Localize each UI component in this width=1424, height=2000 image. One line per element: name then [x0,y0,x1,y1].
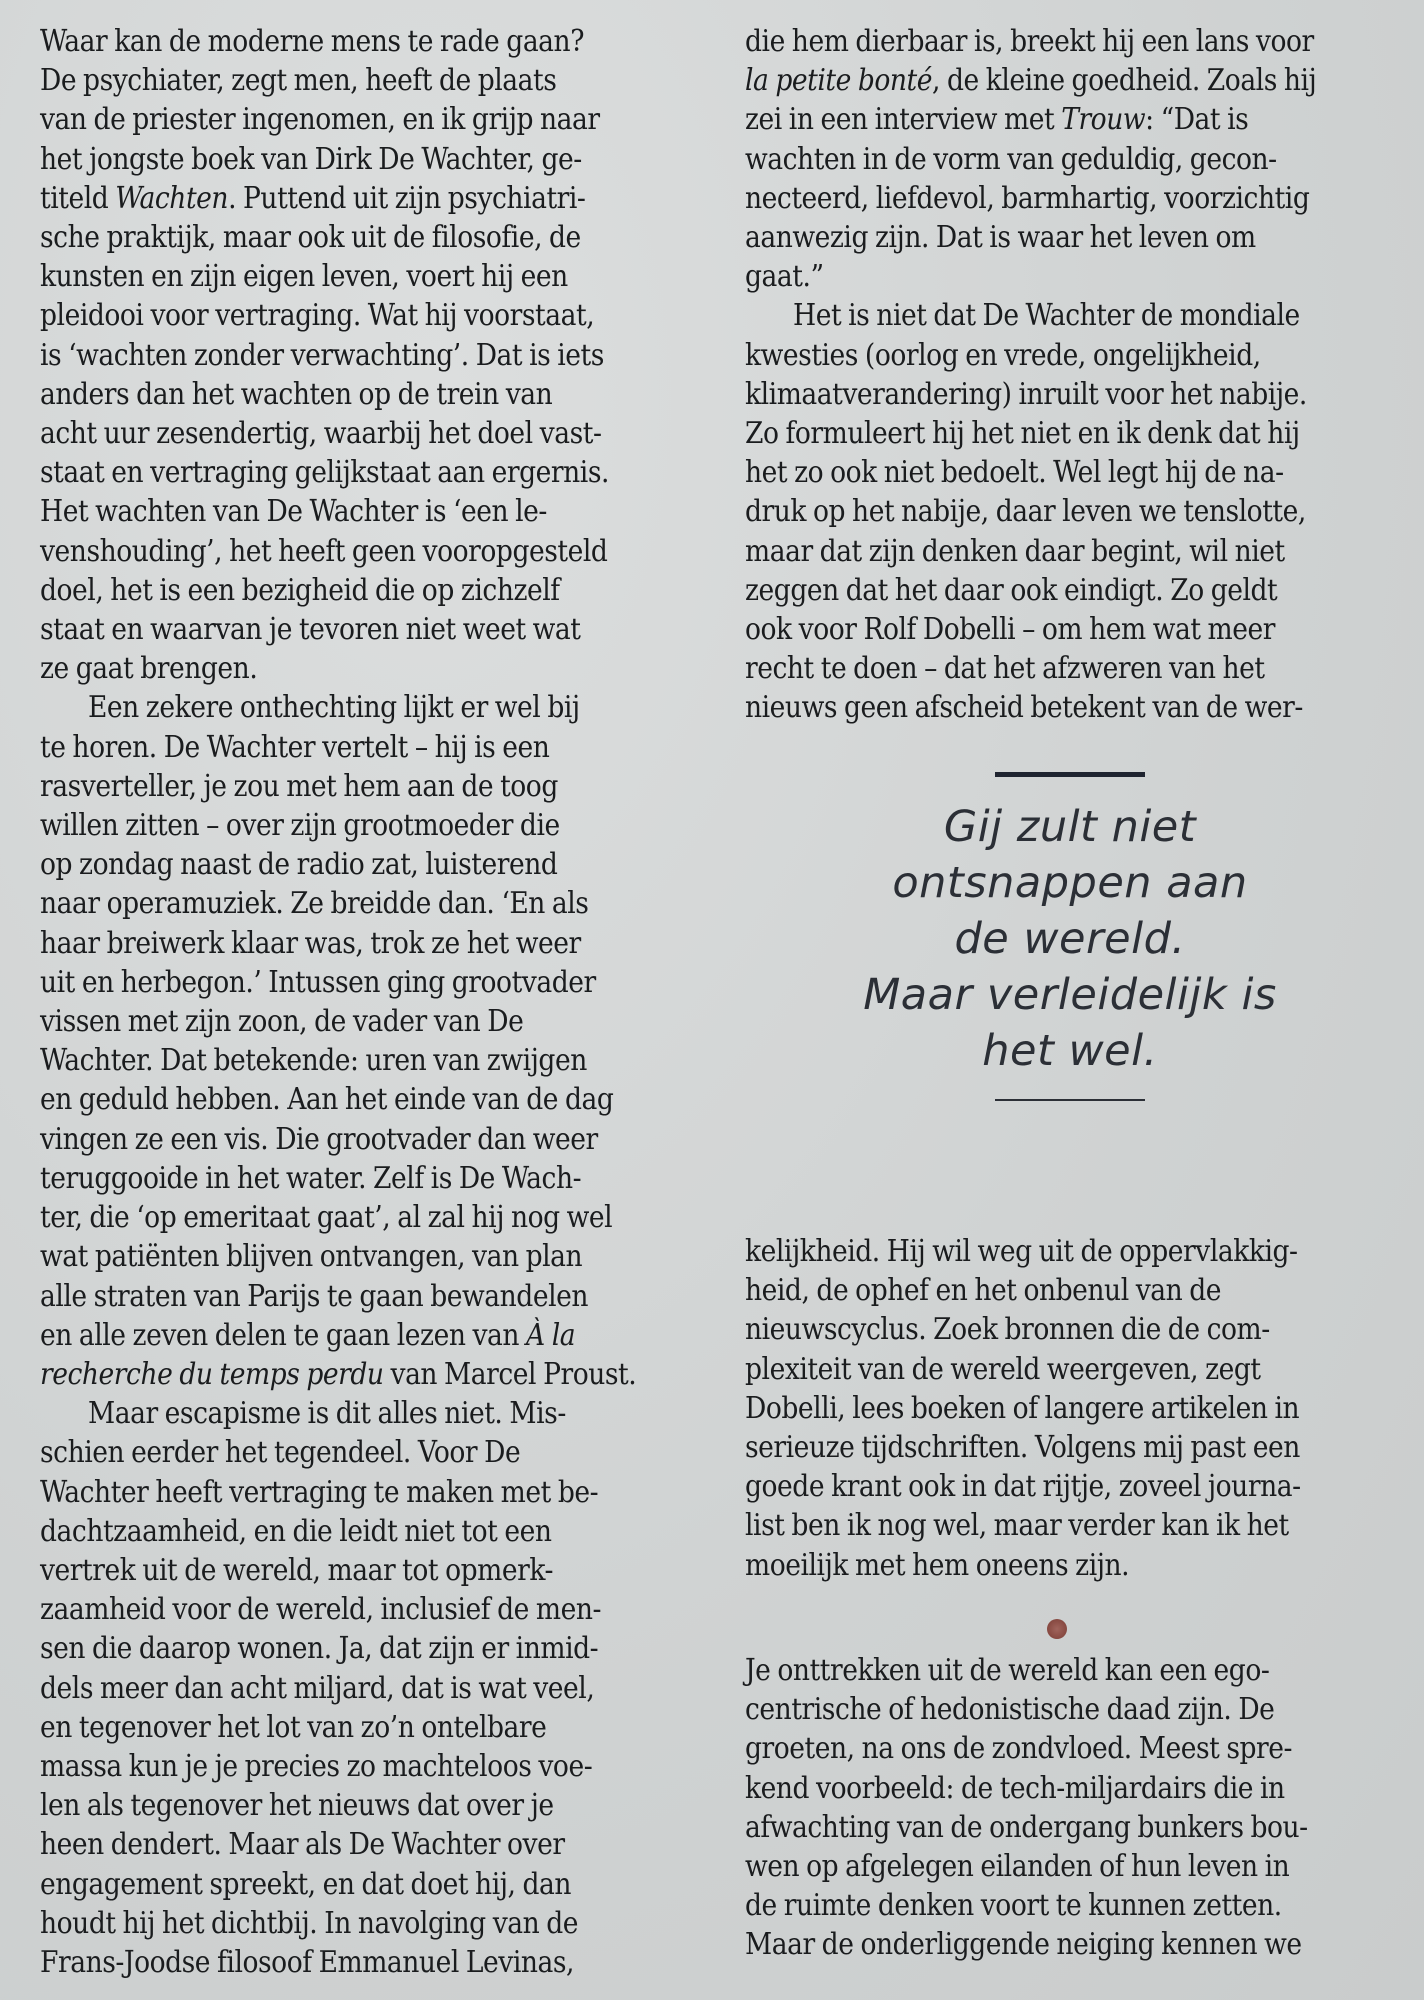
text-line: kend voorbeeld: de tech-miljardairs die in [745,1770,1285,1805]
text-line: wat patiënten blijven ontvangen, van plan [40,1239,583,1274]
text-line: acht uur zesendertig, waarbij het doel vast- [40,416,602,451]
pull-quote-line: Maar verleidelijk is [863,970,1277,1020]
text-line: sen die daarop wonen. Ja, dat zijn er inmid- [40,1631,599,1666]
text-run: en alle zeven delen te gaan lezen van [40,1317,526,1352]
text-line: en tegenover het lot van zo’n ontelbare [40,1709,547,1744]
text-line: zaamheid voor de wereld, inclusief de men- [40,1592,601,1627]
text-line: Dobelli, lees boeken of langere artikelen in [745,1390,1300,1425]
text-line: groeten, na ons de zondvloed. Meest spre- [745,1731,1293,1766]
text-line: is ‘wachten zonder verwachting’. Dat is iets [40,337,604,372]
text-line: zeggen dat het daar ook eindigt. Zo geldt [745,572,1278,607]
pull-quote-line: het wel. [982,1026,1158,1076]
text-line: recht te doen – dat het afzweren van het [745,651,1265,686]
text-line: heen dendert. Maar als De Wachter over [40,1827,565,1862]
italic-title: À la [526,1317,576,1352]
text-line [40,179,705,218]
text-line: uit en herbegon.’ Intussen ging grootvader [40,964,596,999]
text-line [40,1355,705,1394]
text-line: ook voor Rolf Dobelli – om hem wat meer [745,612,1275,647]
text-line: vertrek uit de wereld, maar tot opmerk- [40,1552,553,1587]
text-line: gaat.” [745,259,824,294]
text-line: dels meer dan acht miljard, dat is wat veel, [40,1670,595,1705]
text-line: kelijkheid. Hij wil weg uit de oppervlakkig- [745,1234,1298,1268]
pull-quote-text [850,799,1290,1079]
text-line: Je onttrekken uit de wereld kan een ego- [745,1653,1270,1687]
text-line: maar dat zijn denken daar begint, wil niet [745,533,1285,568]
text-line: staat en vertraging gelijkstaat aan ergernis. [40,455,609,490]
text-line: anders dan het wachten op de trein van [40,376,553,411]
text-line: vissen met zijn zoon, de vader van De [40,1004,524,1039]
text-line: Het is niet dat De Wachter de mondiale [793,298,1300,333]
text-run: , de kleine goedheid. Zoals hij [932,63,1317,98]
text-line: plexiteit van de wereld weergeven, zegt [745,1351,1261,1386]
text-run: . Puttend uit zijn psychiatri- [228,180,586,215]
text-line: Wachter. Dat betekende: uren van zwijgen [40,1043,587,1078]
italic-title: Wachten [115,180,229,215]
text-line: nieuws geen afscheid betekent van de wer- [745,690,1303,725]
text-line: klimaatverandering) inruilt voor het nabije. [745,376,1307,411]
text-line: die hem dierbaar is, breekt hij een lans voor [745,24,1314,58]
text-line: serieuze tijdschriften. Volgens mij past een [745,1430,1300,1465]
text-line: de ruimte denken voort te kunnen zetten. [745,1888,1282,1923]
pull-quote-rule-bottom [995,1099,1145,1101]
italic-title: Trouw [1061,102,1146,137]
text-line: en geduld hebben. Aan het einde van de dag [40,1082,614,1117]
text-line: Maar escapisme is dit alles niet. Mis- [88,1396,566,1431]
text-line [40,1316,705,1355]
text-line: engagement spreekt, en dat doet hij, dan [40,1866,572,1901]
text-line: moeilijk met hem oneens zijn. [745,1547,1130,1582]
text-line: De psychiater, zegt men, heeft de plaats [40,63,557,98]
text-line: nieuwscyclus. Zoek bronnen die de com- [745,1312,1270,1347]
text-line: Waar kan de moderne mens te rade gaan? [40,24,584,58]
text-line: Wachter heeft vertraging te maken met be- [40,1474,599,1509]
text-line: doel, het is een bezigheid die op zichzelf [40,572,560,607]
italic-title: la petite bonté [745,63,933,98]
article-column-right-bottom [745,1651,1405,1965]
text-line: het jongste boek van Dirk De Wachter, ge- [40,141,582,176]
text-run: : “Dat is [1145,102,1249,137]
text-line: wen op afgelegen eilanden of hun leven in [745,1849,1290,1884]
article-column-left [40,22,705,1982]
pull-quote-rule-top [995,772,1145,777]
text-line: teruggooide in het water. Zelf is De Wach- [40,1160,582,1195]
text-line: Een zekere onthechting lijkt er wel bij [88,690,580,725]
text-line: vingen ze een vis. Die grootvader dan weer [40,1121,598,1156]
text-line: ze gaat brengen. [40,651,258,686]
text-line: naar operamuziek. Ze breidde dan. ‘En als [40,886,589,921]
text-line: te horen. De Wachter vertelt – hij is een [40,729,550,764]
pull-quote-line: de wereld. [954,914,1186,964]
text-line: kunsten en zijn eigen leven, voert hij een [40,259,568,294]
text-line: willen zitten – over zijn grootmoeder die [40,808,560,843]
article-column-right-middle [745,1232,1405,1585]
text-line: goede krant ook in dat rijtje, zoveel journa- [745,1469,1301,1504]
text-line: wachten in de vorm van geduldig, gecon- [745,141,1277,176]
pull-quote [850,772,1290,1101]
text-line: len als tegenover het nieuws dat over je [40,1788,554,1823]
text-line: pleidooi voor vertraging. Wat hij voorstaat, [40,298,595,333]
text-line: heid, de ophef en het onbenul van de [745,1273,1222,1308]
text-line: Maar de onderliggende neiging kennen we [745,1927,1302,1962]
text-line: houdt hij het dichtbij. In navolging van de [40,1905,579,1940]
text-line: haar breiwerk klaar was, trok ze het weer [40,925,581,960]
text-line: venshouding’, het heeft geen vooropgesteld [40,533,608,568]
text-line: list ben ik nog wel, maar verder kan ik het [745,1508,1289,1543]
text-line: necteerd, liefdevol, barmhartig, voorzichtig [745,180,1310,215]
article-column-right-top [745,22,1405,728]
text-line: alle straten van Parijs te gaan bewandelen [40,1278,589,1313]
italic-title: recherche du temps perdu [40,1356,384,1391]
text-line: afwachting van de ondergang bunkers bou- [745,1809,1308,1844]
section-break-dot-icon [1047,1619,1067,1639]
text-line [745,61,1405,100]
text-line: het zo ook niet bedoelt. Wel legt hij de na- [745,455,1284,490]
text-line: Zo formuleert hij het niet en ik denk dat hij [745,416,1300,451]
text-line: op zondag naast de radio zat, luisterend [40,847,558,882]
text-line: ter, die ‘op emeritaat gaat’, al zal hij nog wel [40,1200,613,1235]
pull-quote-line: ontsnappen aan [892,858,1248,908]
text-line: kwesties (oorlog en vrede, ongelijkheid, [745,337,1261,372]
text-run: titeld [40,180,116,215]
text-line [745,100,1405,139]
text-run: zei in een interview met [745,102,1062,137]
text-line: dachtzaamheid, en die leidt niet tot een [40,1513,552,1548]
text-line: druk op het nabije, daar leven we tenslotte, [745,494,1306,529]
text-run: van Marcel Proust. [383,1356,637,1391]
text-line: centrische of hedonistische daad zijn. De [745,1692,1275,1727]
text-line: schien eerder het tegendeel. Voor De [40,1435,521,1470]
text-line: van de priester ingenomen, en ik grijp naar [40,102,600,137]
text-line: staat en waarvan je tevoren niet weet wat [40,612,581,647]
text-line: sche praktijk, maar ook uit de filosofie, de [40,220,581,255]
text-line: aanwezig zijn. Dat is waar het leven om [745,220,1256,255]
text-line: massa kun je je precies zo machteloos voe- [40,1748,593,1783]
text-line: Frans-Joodse filosoof Emmanuel Levinas, [40,1944,575,1979]
text-line: Het wachten van De Wachter is ‘een le- [40,494,547,529]
pull-quote-line: Gij zult niet [943,802,1197,852]
text-line: rasverteller, je zou met hem aan de toog [40,768,558,803]
